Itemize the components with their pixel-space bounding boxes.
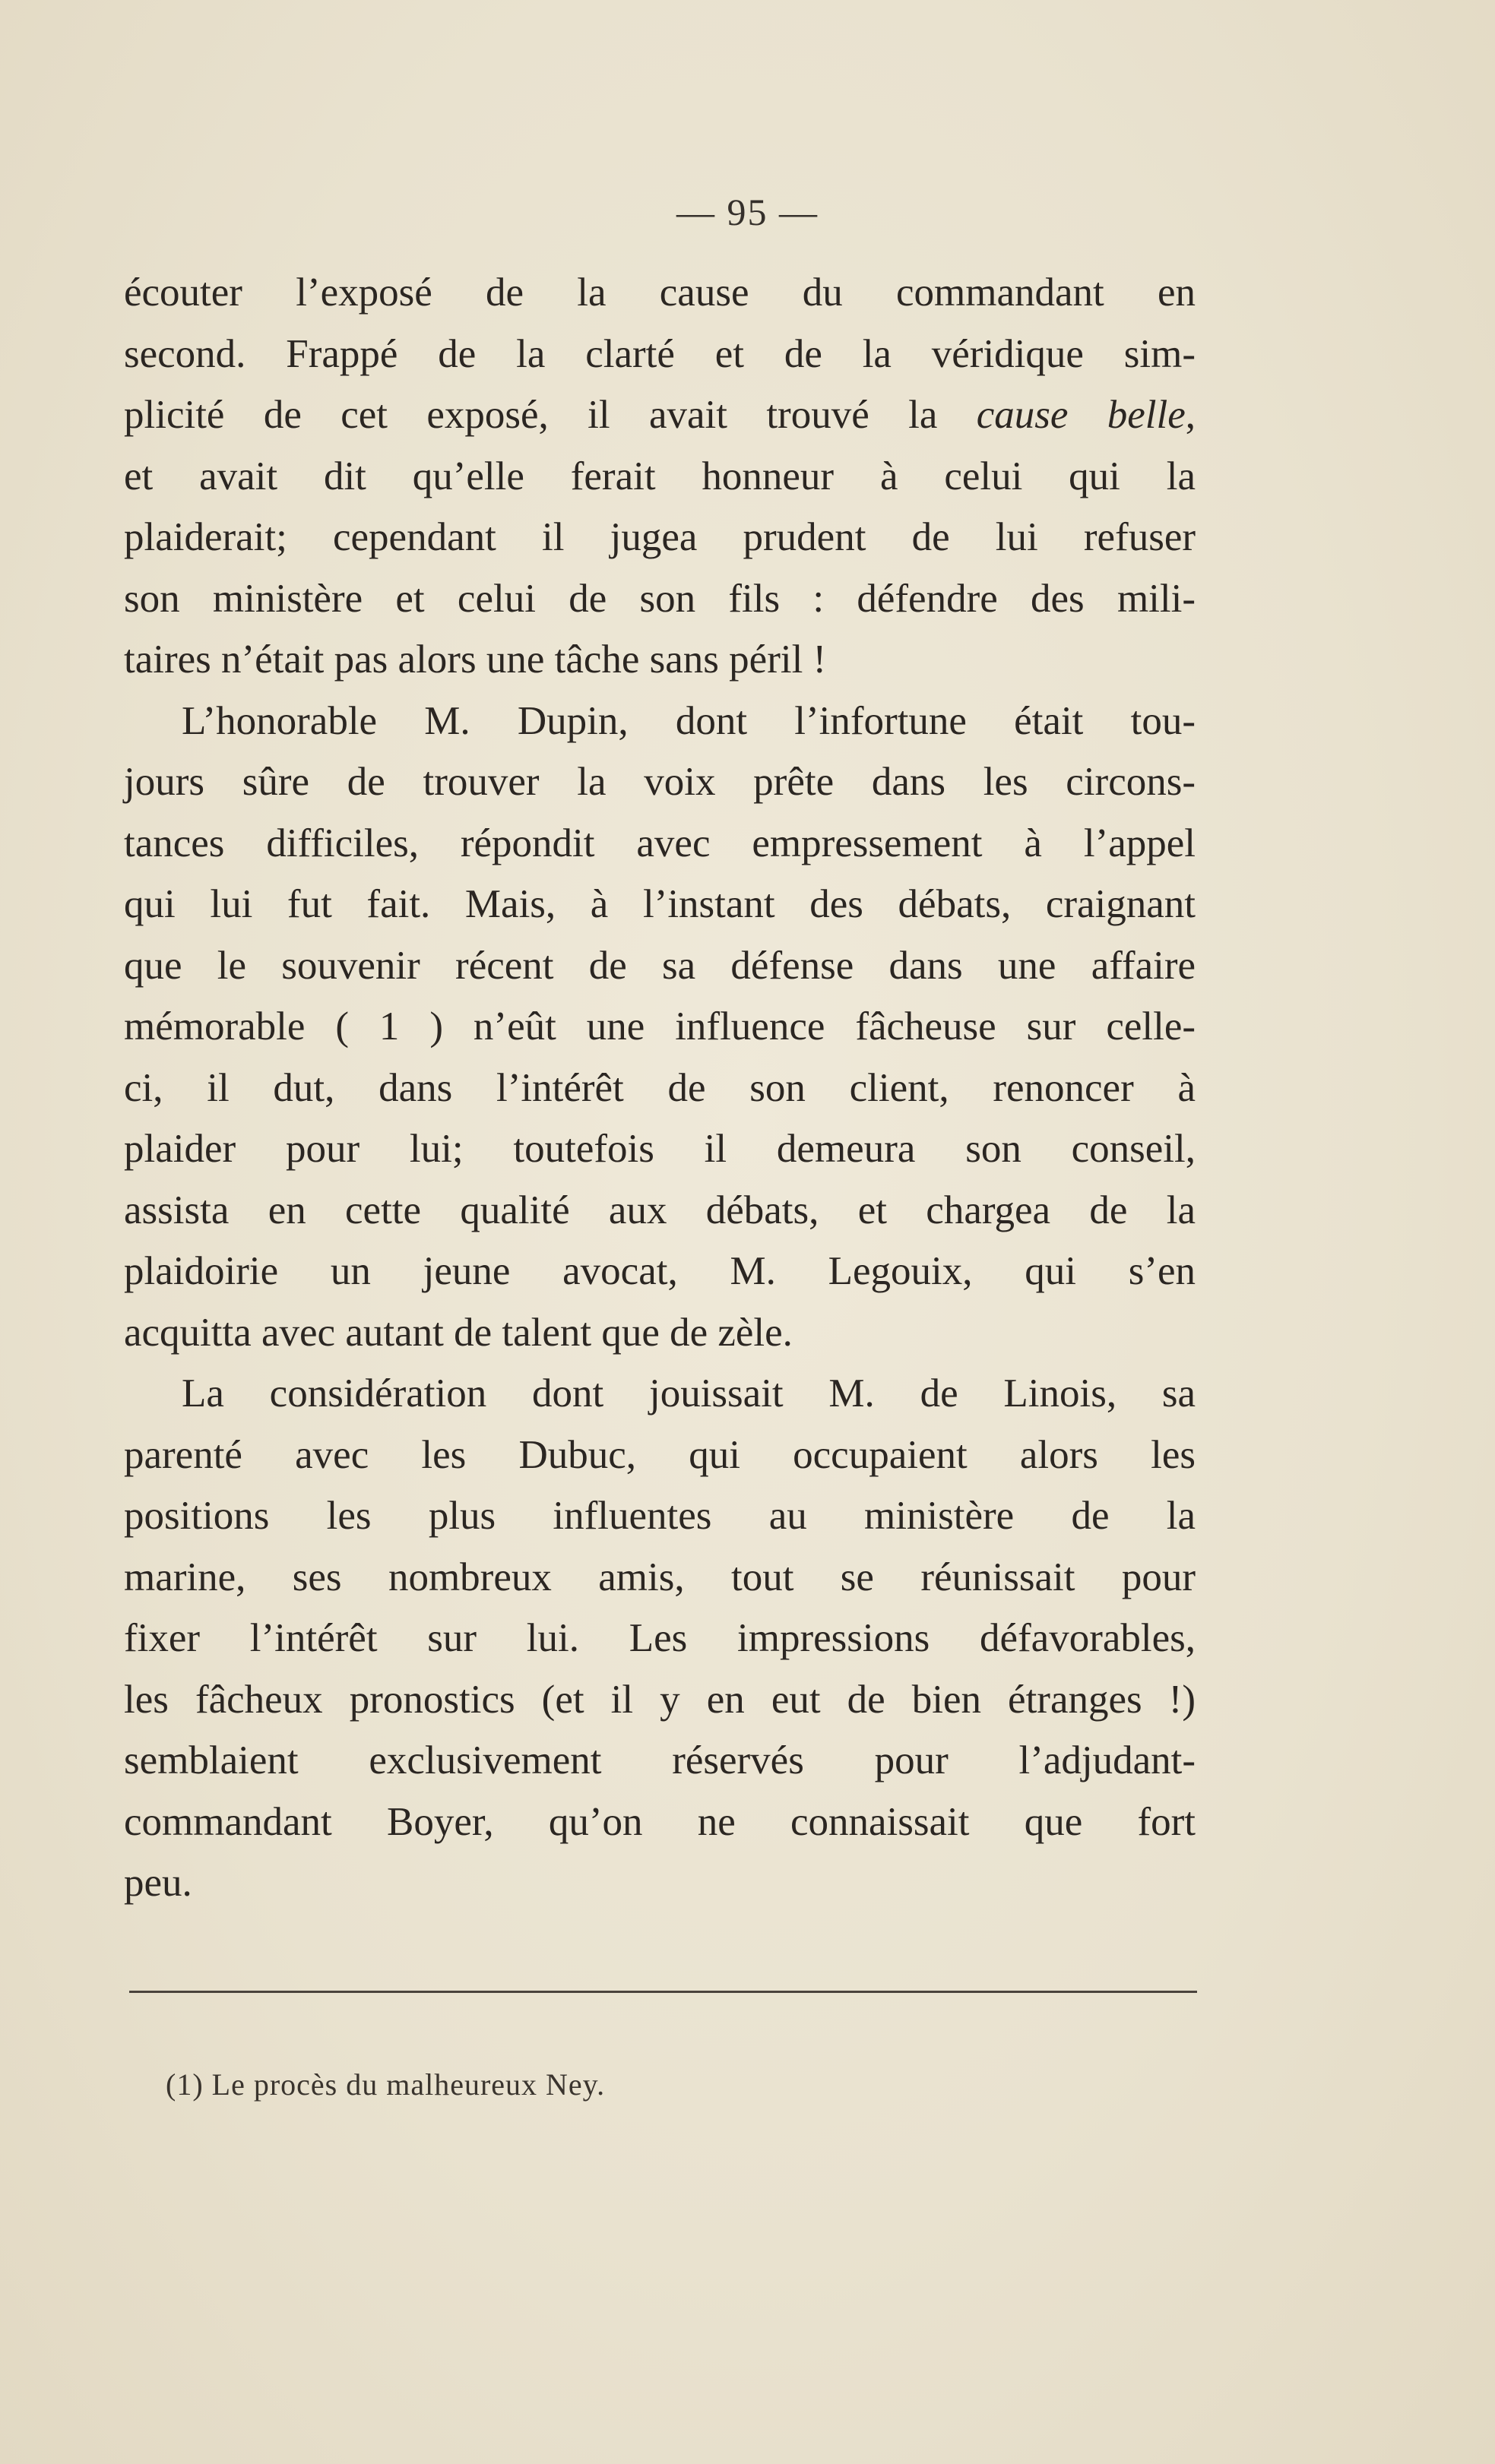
text-line: commandant Boyer, qu’on ne connaissait que fort [124,1799,1196,1844]
text-line: et avait dit qu’elle ferait honneur à celui qui la [124,454,1196,498]
italic-phrase: cause belle [976,393,1186,437]
body-text [124,262,1196,1914]
text-line: son ministère et celui de son fils : défendre des mili- [124,576,1196,621]
text-segment: , [1185,393,1196,437]
text-line: les fâcheux pronostics (et il y en eut de bien étranges !) [124,1677,1196,1722]
paragraph-1 [124,262,1196,691]
text-line: mémorable ( 1 ) n’eût une influence fâcheuse sur celle- [124,1004,1196,1049]
text-line: qui lui fut fait. Mais, à l’instant des débats, craignant [124,882,1196,926]
text-line: L’honorable M. Dupin, dont l’infortune était tou- [182,698,1196,743]
paragraph-3 [124,1363,1196,1914]
text-line: que le souvenir récent de sa défense dans une affaire [124,943,1196,988]
text-line: jours sûre de trouver la voix prête dans les circons- [124,760,1196,804]
text-line: La considération dont jouissait M. de Linois, sa [182,1371,1196,1415]
text-line: assista en cette qualité aux débats, et chargea de la [124,1188,1196,1232]
paragraph-2 [124,691,1196,1364]
text-line: plaider pour lui; toutefois il demeura son conseil, [124,1127,1196,1171]
text-line: tances difficiles, répondit avec empressement à l’appel [124,821,1196,865]
text-line: plaiderait; cependant il jugea prudent de lui refuser [124,515,1196,559]
text-segment: plicité de cet exposé, il avait trouvé la [124,393,977,437]
text-line: ci, il dut, dans l’intérêt de son client, renoncer à [124,1065,1196,1110]
text-line: second. Frappé de la clarté et de la véridique sim- [124,331,1196,376]
text-line: positions les plus influentes au ministère de la [124,1494,1196,1538]
text-line: semblaient exclusivement réservés pour l’adjudant- [124,1738,1196,1782]
text-line: plaidoirie un jeune avocat, M. Legouix, qui s’en [124,1249,1196,1293]
page-number: — 95 — [676,191,819,233]
text-line: acquitta avec autant de talent que de zèle. [124,1310,793,1355]
text-line: fixer l’intérêt sur lui. Les impressions défavorables, [124,1616,1196,1660]
text-line: parenté avec les Dubuc, qui occupaient alors les [124,1432,1196,1477]
text-line: peu. [124,1861,192,1905]
text-line: écouter l’exposé de la cause du commandant en [124,270,1196,315]
text-line-with-italic [124,384,1196,446]
footnote-divider [129,1991,1197,1993]
footnote: (1) Le procès du malheureux Ney. [166,2067,606,2102]
text-line: taires n’était pas alors une tâche sans péril ! [124,637,827,682]
text-line: marine, ses nombreux amis, tout se réunissait pour [124,1555,1196,1599]
